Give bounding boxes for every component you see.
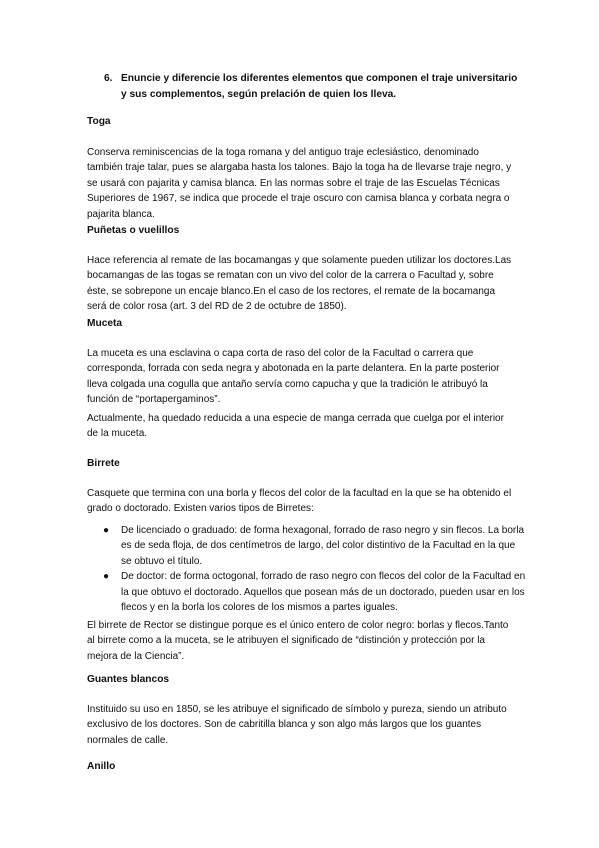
birrete-types-list: [87, 523, 527, 615]
paragraph-toga: Conserva reminiscencias de la toga romana y del antiguo traje eclesiástico, denominado también traje talar, pues se alargaba hasta los talones. Bajo la toga ha de llevarse traje negro, y se usará con pajarita y camisa blanca. En las normas sobre el traje de las Escuelas Técnicas Superiores de 1967, se indica que procede el traje oscuro con camisa blanca y corbata negra o pajarita blanca.: [87, 147, 512, 220]
bullet-icon: ●: [103, 571, 110, 583]
paragraph-guantes: Instituido su uso en 1850, se les atribuye el significado de símbolo y pureza, siendo un atributo exclusivo de los doctores. Son de cabritilla blanca y son algo más largos que los guantes normales de calle.: [87, 704, 507, 746]
section-heading-punetas: Puñetas o vuelillos: [87, 225, 180, 236]
section-heading-muceta: Muceta: [87, 318, 123, 329]
question-heading: [104, 71, 524, 103]
paragraph-muceta-1: La muceta es una esclavina o capa corta de raso del color de la Facultad o carrera que corresponda, forrada con seda negra y abotonada en la parte delantera. En la parte posterior lleva colgada una cogulla que antaño servía como capucha y que la tradición le atribuyó la función de “portapergaminos”.: [87, 348, 500, 406]
list-item-text: De licenciado o graduado: de forma hexagonal, forrado de raso negro y sin flecos. La borla es de seda floja, de dos centímetros de largo, del color distintivo de la Facultad en la que se obtuvo el título.: [121, 525, 525, 567]
paragraph-punetas: Hace referencia al remate de las bocamangas y que solamente pueden utilizar los doctores.Las bocamangas de las togas se rematan con un vivo del color de la carrera o Facultad y, sobre éste, se sobrepone un encaje blanco.En el caso de los rectores, el remate de la bocamanga será de color rosa (art. 3 del RD de 2 de octubre de 1850).: [87, 255, 512, 313]
list-item-text: De doctor: de forma octogonal, forrado de raso negro con flecos del color de la Facultad en la que obtuvo el doctorado. Aquellos que posean más de un doctorado, pueden usar en los flecos y en la borla los colores de los mismos a partes iguales.: [121, 571, 526, 614]
section-heading-anillo: Anillo: [87, 761, 116, 772]
paragraph-birrete-1: Casquete que termina con una borla y flecos del color de la facultad en la que se ha obtenido el grado o doctorado. Existen varios tipos de Birretes:: [87, 488, 512, 515]
section-heading-birrete: Birrete: [87, 458, 120, 469]
list-item: [87, 569, 527, 615]
bullet-icon: ●: [103, 525, 110, 536]
paragraph-muceta-2: Actualmente, ha quedado reducida a una especie de manga cerrada que cuelga por el interior de la muceta.: [87, 413, 504, 440]
question-number: 6.: [104, 73, 113, 84]
section-heading-toga: Toga: [87, 116, 111, 127]
section-heading-guantes: Guantes blancos: [87, 674, 170, 685]
question-text: Enuncie y diferencie los diferentes elementos que componen el traje universitario y sus complementos, según prelación de quien los lleva.: [121, 73, 518, 100]
list-item: [87, 523, 527, 569]
paragraph-birrete-2: El birrete de Rector se distingue porque es el único entero de color negro: borlas y flecos.Tanto al birrete como a la muceta, se le atribuyen el significado de “distinción y protección por la mejora de la Ciencia”.: [87, 620, 509, 662]
